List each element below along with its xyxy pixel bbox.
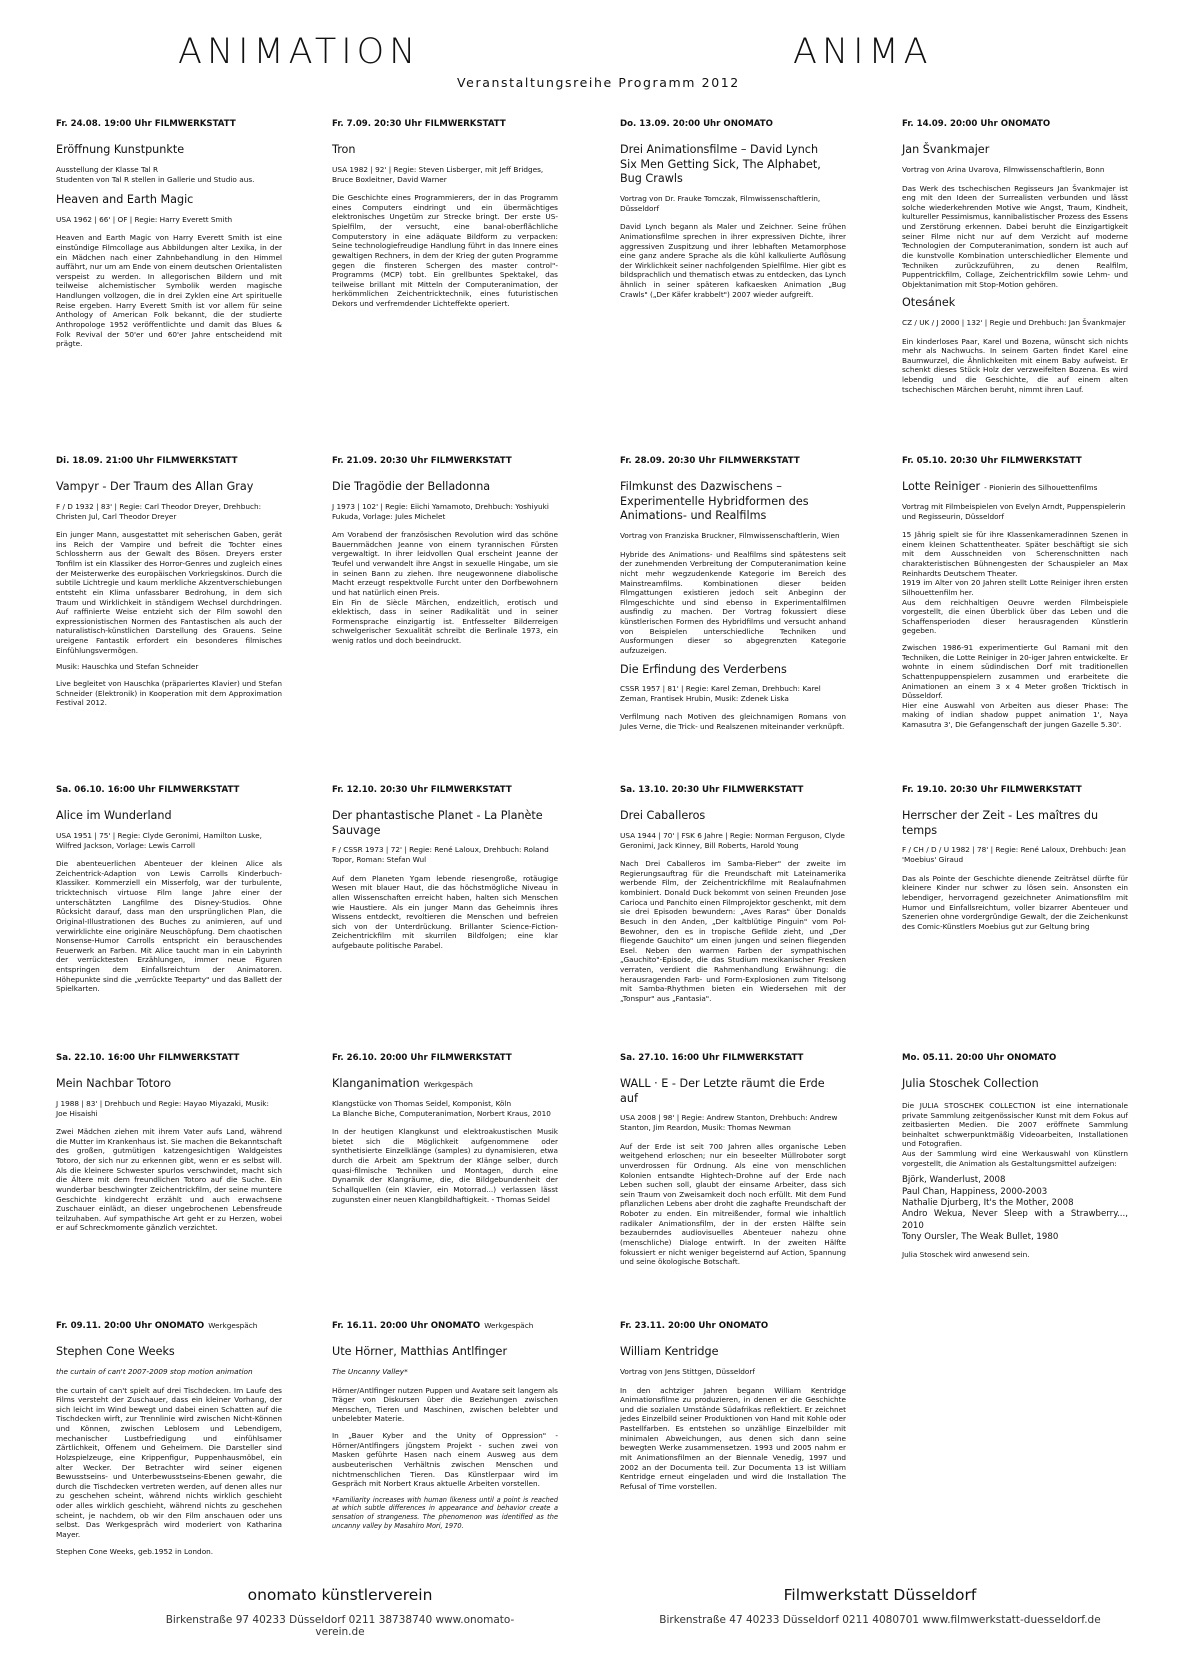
event-date: Fr. 26.10. 20:00 Uhr FILMWERKSTATT [332, 1053, 512, 1063]
event-title-2: Die Erfindung des Verderbens [620, 662, 787, 676]
event-body: 15 Jährig spielt sie für ihre Klassenkameradinnen Szenen in einem kleinen Schattentheater. Später beschäftigt sie sich mit dem Ausschneiden von Scherenschnitten nach charakteristischen Bühnengesten der Schauspieler an Max Reinhardts Deutschem Theater. 1919 im Alter von 20 Jahren stellt Lotte Reiniger ihren ersten Silhouettenfilm her. Aus dem reichhaltigen Oeuvre werden Filmbeispiele vorgestellt, die einen Überblick über das Leben und die Schaffensperioden dieser herausragenden Künstlerin gegeben. [902, 530, 1128, 636]
header-title-left: ANIMATION [178, 32, 421, 72]
event-subtitle: The Uncanny Valley* [332, 1366, 408, 1376]
event-subtitle: F / D 1932 | 83' | Regie: Carl Theodor Dreyer, Drehbuch: Christen Jul, Carl Theodor Dreyer [56, 501, 262, 521]
event-title-2: Otesánek [902, 296, 956, 310]
event-cell [902, 456, 1128, 737]
event-date: Fr. 24.08. 19:00 Uhr FILMWERKSTATT [56, 119, 236, 129]
event-title: William Kentridge [620, 1345, 719, 1359]
event-title: Jan Švankmajer [902, 143, 990, 157]
event-date: Fr. 05.10. 20:30 Uhr FILMWERKSTATT [902, 456, 1082, 466]
event-body: the curtain of can't spielt auf drei Tischdecken. Im Laufe des Films versteht der Zuschauer, dass ein kleiner Vorhang, der sich leicht im Wind bewegt und dabei einen Schatten auf die Tischdecken wirft, zur Trennlinie wird zwischen Nicht-Können und Können, zwischen Leblosem und Lebendigem, mechanischer Lustbefriedigung und einfühlsamer Zärtlichkeit, Offenem und Geheimem. Die Darsteller sind Holzspielzeuge, eine Krippenfigur, Puppenhausmöbel, ein alter Wecker. Der Betrachter wird seiner eigenen Bewusstseins- und Unterbewusstseins-Ebenen gewahr, die durch die Tischdecken vertreten werden, auf denen alles nur zu geschehen scheint, während nichts wirklich geschieht oder alles wirklich geschieht, während nichts zu geschehen scheint, je nachdem, ob wir den Film anschauen oder uns selbst. Das Werkgespräch wird moderiert von Katharina Mayer. [56, 1385, 282, 1539]
event-body: In der heutigen Klangkunst und elektroakustischen Musik bietet sich die Möglichkeit aufgenommene oder synthetisierte Einzelklänge (samples) zu dynamisieren, etwa durch die Arbeit am Spektrum der Klänge selber, durch quasi-filmische Techniken und Montagen, durch eine Dynamik der Klangräume, die, die Bildgebundenheit der Schallquellen (ein Klavier, ein Motorrad...) verlassen lässt zugunsten einer neuen Klangbildhaftigkeit. - Thomas Seidel [332, 1127, 558, 1204]
event-title-2: Heaven and Earth Magic [56, 193, 194, 207]
event-body: Hörner/Antlfinger nutzen Puppen und Avatare seit langem als Träger von Diskursen über die Beziehungen zwischen Menschen, Tieren und Maschinen, zwischen belebter und unbelebter Materie. [332, 1385, 558, 1424]
header-title-right: ANIMA [793, 32, 933, 72]
event-subtitle: Vortrag von Jens Stittgen, Düsseldorf [620, 1366, 755, 1376]
event-body: Ein junger Mann, ausgestattet mit seherischen Gaben, gerät ins Reich der Vampire und befreit die Tochter eines Schlossherrn aus der Gewalt des Bösen. Dreyers erster Tonfilm ist ein Klassiker des Horror-Genres und zugleich eines der Meisterwerke des europäischen Vorkriegskinos. Durch die subtile Lichtregie und kaum merkliche Akzentverschiebungen entsteht ein Klima unfassbarer Bedrohung, in dem sich Traum und Wirklichkeit in ständigem Wechsel durchdringen. Auf raffinierte Weise entzieht sich der Film sowohl den expressionistischen Normen des Fantastischen als auch der naturalistisch-künstlichen Darstellung des Grauens. Seine ureigene Fantastik erfordert ein besonderes filmisches Einfühlungsvermögen. [56, 530, 282, 655]
event-subtitle: J 1973 | 102' | Regie: Eiichi Yamamoto, Drehbuch: Yoshiyuki Fukuda, Vorlage: Jules Michelet [332, 501, 549, 521]
event-title: Tron [332, 143, 356, 157]
footer-right [645, 1586, 1115, 1626]
event-date: Fr. 21.09. 20:30 Uhr FILMWERKSTATT [332, 456, 512, 466]
event-body-2: In „Bauer Kyber and the Unity of Oppression" - Hörner/Antlfingers jüngstem Projekt - suchen zwei von Masken geführte Hasen nach einem Ausweg aus dem ausbeuterischen Verhältnis zwischen Menschen und nichtmenschlichen Tieren. Das Künstlerpaar wird im Gespräch mit Norbert Kraus aktuelle Arbeiten vorstellen. [332, 1431, 558, 1489]
event-subtitle: USA 1982 | 92' | Regie: Steven Lisberger, mit Jeff Bridges, Bruce Boxleitner, David Warner [332, 164, 544, 184]
event-date: Fr. 7.09. 20:30 Uhr FILMWERKSTATT [332, 119, 506, 129]
footer-left-name: onomato künstlerverein [247, 1586, 433, 1604]
event-body: Heaven and Earth Magic von Harry Everett Smith ist eine einstündige Filmcollage aus Abbildungen alter Lexika, in der ein Mädchen nach einer Zahnbehandlung in den Himmel auffährt, nur um am Ende von einem deutschen Orientalisten verspeist zu werden. In allegorischen Bildern und mit teilweise alchemistischer Symbolik werden magische Handlungen vollzogen, die in drei Zyklen eine Art spirituelle Reise ergeben. Harry Everett Smith ist vor allem für seine Anthology of American Folk bekannt, die der studierte Anthropologe 1952 veröffentlichte und damit das Blues & Folk Revival der 50'er und 60'er Jahre entscheidend mit prägte. [56, 233, 282, 349]
event-body: Auf dem Planeten Ygam lebende riesengroße, rotäugige Wesen mit blauer Haut, die das höchstmögliche Niveau in allen Wissenschaften erreicht haben, halten sich Menschen wie Haustiere. Als ein junger Mann das Geheimnis ihres Wissens entdeckt, revoltieren die Menschen und befreien sich von der Unterdrückung. Brillanter Science-Fiction-Zeichentrickfilm mit skurrilen Bildfolgen; eine klar aufgebaute politische Parabel. [332, 873, 558, 951]
event-subtitle: Klangstücke von Thomas Seidel, Komponist, Köln La Blanche Biche, Computeranimation, Norbert Kraus, 2010 [332, 1098, 551, 1118]
event-cell [620, 785, 846, 1011]
event-body-3: Julia Stoschek wird anwesend sein. [902, 1250, 1030, 1260]
event-subtitle-2: CZ / UK / J 2000 | 132' | Regie und Drehbuch: Jan Švankmajer [902, 317, 1126, 327]
event-date: Mo. 05.11. 20:00 Uhr ONOMATO [902, 1053, 1057, 1063]
event-date: Fr. 16.11. 20:00 Uhr ONOMATO Werkgespäch [332, 1321, 534, 1331]
event-cell [620, 1321, 846, 1498]
event-cell [620, 1053, 846, 1274]
event-body: Zwei Mädchen ziehen mit ihrem Vater aufs Land, während die Mutter im Krankenhaus ist. Sie machen die Bekanntschaft des großen, gutmütigen katzengesichtigen Waldgeistes Totoro, der sich nur zu erkennen gibt, wenn er es selbst will. Als die kleinere Schwester spurlos verschwindet, macht sich die Ältere mit dem freundlichen Totoro auf die Suche. Ein wunderbar beschwingter Zeichentrickfilm, der seine muntere Geschichte kindgerecht erzählt und auch erwachsene Zuschauer einlädt, an dieser ungebrochenen Lebensfreude teilzuhaben. Auf sympathische Art geht er zu Herzen, wobei er auf Schreckmomente gänzlich verzichtet. [56, 1127, 282, 1233]
event-title: Lotte Reiniger - Pionierin des Silhouettenfilms [902, 480, 1098, 494]
event-cell [902, 785, 1128, 938]
event-subtitle: Vortrag von Arina Uvarova, Filmwissenschaftlerin, Bonn [902, 164, 1105, 174]
event-artist-list: Björk, Wanderlust, 2008 Paul Chan, Happiness, 2000-2003 Nathalie Djurberg, It's the Mother, 2008 Andro Wekua, Never Sleep with a Strawberry..., 2010 Tony Oursler, The Weak Bullet, 1980 [902, 1175, 1128, 1242]
event-date: Do. 13.09. 20:00 Uhr ONOMATO [620, 119, 773, 129]
event-cell [56, 1053, 282, 1240]
event-title: Klanganimation Werkgespäch [332, 1077, 473, 1091]
event-cell [332, 785, 558, 958]
event-date: Di. 18.09. 21:00 Uhr FILMWERKSTATT [56, 456, 238, 466]
event-subtitle: the curtain of can't 2007-2009 stop motion animation [56, 1366, 253, 1376]
event-cell [620, 119, 846, 306]
event-body: Am Vorabend der französischen Revolution wird das schöne Bauernmädchen Jeanne von einem tyrannischen Fürsten vergewaltigt. In ihrer leidvollen Qual erscheint Jeanne der Teufel und verwandelt ihre Angst in sexuelle Hingabe, um sie in seinen Bann zu ziehen. Ihre neugewonnene diabolische Macht erzeugt respektvolle Furcht unter den Dorfbewohnern und hat natürlich einen Preis. Ein Fin de Siècle Märchen, endzeitlich, erotisch und eklektisch, dass in seiner Radikalität und in seiner Formensprache einzigartig ist. Entfesselter Bilderreigen schwelgerischer Sexualität schreibt die Berlinale 1973, ein wenig ratlos und doch beeindruckt. [332, 530, 558, 646]
event-body-2: Ein kinderloses Paar, Karel und Bozena, wünscht sich nichts mehr als Nachwuchs. In seinem Garten findet Karel eine Baumwurzel, die Ähnlichkeiten mit einem Baby aufweist. Er schenkt dieses Stück Holz der verzweifelten Bozena. Es wird lebendig und die Geschichte, die auf einem alten tschechischen Märchen beruht, nimmt ihren Lauf. [902, 336, 1128, 394]
event-title: Mein Nachbar Totoro [56, 1077, 172, 1091]
event-cell [56, 1321, 282, 1563]
event-body-3: Live begleitet von Hauschka (präpariertes Klavier) und Stefan Schneider (Elektronik) in Kooperation mit dem Approximation Festival 2012. [56, 678, 282, 708]
event-body: David Lynch begann als Maler und Zeichner. Seine frühen Animationsfilme sprechen in ihrer expressiven Dichte, ihrer aggressiven Zuspitzung und ihrer lebhaften Metamorphose eine ganz andere Sprache als die kühl kalkulierte Auflösung der Wirklichkeit seiner nachfolgenden Spielfilme. Hier gibt es bildsprachlich und thematisch etwas zu entdecken, das Lynch ähnlich in seiner späteren kafkaesken Animation „Bug Crawls" („Der Käfer krabbelt") 2007 wieder aufgreift. [620, 222, 846, 299]
event-title: Vampyr - Der Traum des Allan Gray [56, 480, 254, 494]
event-subtitle: Vortrag von Dr. Frauke Tomczak, Filmwissenschaftlerin, Düsseldorf [620, 194, 821, 213]
event-subtitle: Vortrag von Franziska Bruckner, Filmwissenschaftlerin, Wien [620, 531, 840, 541]
event-cell [902, 119, 1128, 401]
footer-right-name: Filmwerkstatt Düsseldorf [783, 1586, 977, 1604]
event-date: Fr. 12.10. 20:30 Uhr FILMWERKSTATT [332, 785, 512, 795]
event-cell [902, 1053, 1128, 1267]
footer-right-address: Birkenstraße 47 40233 Düsseldorf 0211 4080701 www.filmwerkstatt-duesseldorf.de [659, 1614, 1101, 1626]
event-title: Filmkunst des Dazwischens – Experimentelle Hybridformen des Animations- und Realfilms [620, 480, 809, 523]
footer-left-address: Birkenstraße 97 40233 Düsseldorf 0211 38738740 www.onomato-verein.de [165, 1614, 515, 1638]
event-body: Auf der Erde ist seit 700 Jahren alles organische Leben weitgehend erloschen; nur ein beseelter Müllroboter sorgt unverdrossen für Ordnung. Als eine von menschlichen Kolonien entsandte Hightech-Drohne auf der Erde nach Leben suchen soll, glaubt der einsame Arbeiter, dass sich sein Traum von Zweisamkeit doch noch erfüllt. Mit dem Fund pflanzlichen Lebens aber droht die zaghafte Freundschaft der Roboter zu enden. Ein mitreißender, formal wie inhaltlich radikaler Animationsfilm, der in der ersten Hälfte sein bezauberndes audiovisuelles Abenteuer nahezu ohne (menschliche) Dialoge entwirft. In der zweiten Hälfte fokussiert er nicht weniger begeisternd auf Action, Spannung und seine ökologische Botschaft. [620, 1141, 846, 1267]
event-subtitle: Ausstellung der Klasse Tal R Studenten von Tal R stellen in Gallerie und Studio aus. [56, 164, 255, 184]
event-title: Herrscher der Zeit - Les maîtres du temps [902, 809, 1099, 837]
event-date: Fr. 09.11. 20:00 Uhr ONOMATO Werkgespäch [56, 1321, 258, 1331]
event-subtitle-2: CSSR 1957 | 81' | Regie: Karel Zeman, Drehbuch: Karel Zeman, Frantisek Hrubin, Musik: Zdenek Liska [620, 684, 821, 703]
event-date: Sa. 13.10. 20:30 Uhr FILMWERKSTATT [620, 785, 804, 795]
event-title: Ute Hörner, Matthias Antlfinger [332, 1345, 508, 1359]
event-date: Fr. 23.11. 20:00 Uhr ONOMATO [620, 1321, 769, 1331]
event-body: In den achtziger Jahren begann William Kentridge Animationsfilme zu produzieren, in denen er die Geschichte und die sozialen Umstände Südafrikas reflektiert. Er zeichnet jedes Einzelbild seiner Produktionen von Hand mit Kohle oder Pastellfarben. Es entstehen so unzählige Einzelbilder mit minimalen Abweichungen, aus denen sich dann seine bewegten Werke zusammensetzen. 1993 und 2005 nahm er mit Animationsfilmen an der Biennale Venedig, 1997 und 2002 an der Documenta teil. Zur Documenta 13 ist William Kentridge erneut eingeladen und wird die Installation The Refusal of Time vorstellen. [620, 1385, 846, 1491]
event-footnote: *Familiarity increases with human likeness until a point is reached at which subtle differences in appearance and behavior create a sensation of strangeness. The phenomenon was identified as the uncanny valley by Masahiro Mori, 1970. [332, 1495, 558, 1530]
event-subtitle-2: USA 1962 | 66' | OF | Regie: Harry Everett Smith [56, 214, 233, 224]
event-body: Das als Pointe der Geschichte dienende Zeiträtsel dürfte für kleinere Kinder nur schwer zu lösen sein. Ansonsten ein lebendiger, hervorragend gezeichneter Animationsfilm mit Humor und Einfallsreichtum, voller bizarrer Abenteuer und Szenerien ohne vordergründige Gewalt, der die Zeichenkunst des Comic-Künstlers Moebius gut zur Geltung bring [902, 873, 1128, 931]
event-title: Die Tragödie der Belladonna [332, 480, 491, 494]
event-cell [332, 1053, 558, 1211]
event-cell [332, 119, 558, 316]
event-body: Die JULIA STOSCHEK COLLECTION ist eine internationale private Sammlung zeitgenössischer Kunst mit dem Fokus auf zeitbasierten Medien. Die 2007 eröffnete Sammlung beinhaltet schwerpunktmäßig Videoarbeiten, Installationen und Fotografien. Aus der Sammlung wird eine Werkauswahl von Künstlern vorgestellt, die Animation als Gestaltungsmittel aufzeigen: [902, 1100, 1128, 1168]
event-subtitle: J 1988 | 83' | Drehbuch und Regie: Hayao Miyazaki, Musik: Joe Hisaishi [56, 1098, 269, 1118]
event-date: Fr. 28.09. 20:30 Uhr FILMWERKSTATT [620, 456, 800, 466]
event-cell [332, 1321, 558, 1538]
event-body-2: Stephen Cone Weeks, geb.1952 in London. [56, 1546, 214, 1556]
event-date: Sa. 06.10. 16:00 Uhr FILMWERKSTATT [56, 785, 240, 795]
event-subtitle: USA 1944 | 70' | FSK 6 Jahre | Regie: Norman Ferguson, Clyde Geronimi, Jack Kinney, Bill Roberts, Harold Young [620, 830, 845, 850]
event-subtitle: F / CSSR 1973 | 72' | Regie: René Laloux, Drehbuch: Roland Topor, Roman: Stefan Wul [332, 845, 549, 865]
event-date: Fr. 14.09. 20:00 Uhr ONOMATO [902, 119, 1051, 129]
event-cell [620, 456, 846, 739]
event-body: Das Werk des tschechischen Regisseurs Jan Švankmajer ist eng mit den Ideen der Surrealisten verbunden und lässt solche wiederkehrenden Motive wie Angst, Traum, Kindheit, kultureller Pessimismus, kannibalistischer Prozess des Essens und Zerstörung erkennen. Dabei beruht die Einzigartigkeit seiner Filme nicht nur auf dem Verzicht auf moderne Technologien der Computeranimation, sondern ist auch auf die kunstvolle Kombination unterschiedlicher Elemente und Techniken zurückzuführen, zu denen Realfilm, Puppentrickfilm, Collage, Zeichentrickfilm sowie Lehm- und Objektanimation mit Stop-Motion gehören. [902, 183, 1128, 289]
header-subtitle: Veranstaltungsreihe Programm 2012 [457, 75, 740, 90]
event-subtitle: USA 1951 | 75' | Regie: Clyde Geronimi, Hamilton Luske, Wilfred Jackson, Vorlage: Lewis Carroll [56, 830, 262, 850]
event-body-2: Verfilmung nach Motiven des gleichnamigen Romans von Jules Verne, die Trick- und Realszenen miteinander verknüpft. [620, 712, 846, 731]
event-title: Stephen Cone Weeks [56, 1345, 175, 1359]
event-title: Julia Stoschek Collection [902, 1077, 1039, 1091]
event-body-2: Musik: Hauschka und Stefan Schneider [56, 662, 199, 672]
event-date: Fr. 19.10. 20:30 Uhr FILMWERKSTATT [902, 785, 1082, 795]
event-cell [332, 456, 558, 653]
event-body: Hybride des Animations- und Realfilms sind spätestens seit der zunehmenden Verbreitung der Computeranimation keine nicht mehr wegzudenkende Kategorie im Bereich des Mainstreamfilms. Kombinationen dieser beiden Filmgattungen existieren jedoch seit Anbeginn der Filmgeschichte und sind ebenso in Experimentalfilmen ausfindig zu machen. Der Vortrag fokussiert diese künstlerischen Formen des Hybridfilms und versucht anhand von Beispielen unterschiedliche Techniken und Ausformungen dieser so abgegrenzten Kategorie aufzuzeigen. [620, 549, 846, 655]
event-title: Drei Caballeros [620, 809, 706, 823]
event-date: Sa. 27.10. 16:00 Uhr FILMWERKSTATT [620, 1053, 804, 1063]
event-body: Nach Drei Caballeros im Samba-Fieber" der zweite im Regierungsauftrag für die Freundschaft mit Lateinamerika werbende Film, der Zeichentrickfilme mit Realaufnahmen kombiniert. Donald Duck bekommt von seinen Freunden Jose Carioca und Panchito einen Filmprojektor geschenkt, mit dem sie drei Episoden bewundern: „Aves Raras" über Donalds Besuch in den Anden, „Der kaltblütige Pinguin" vom Pol-Bewohner, den es in tropische Gefilde zieht, und „Der fliegende Gauchito" um einen jungen und seinen fliegenden Esel. Neben den warmen Farben der sympathischen „Gauchito"-Episode, die das Studium mexikanischer Fresken verraten, verdient die Rahmenhandlung Erwähnung: die herausragenden Farb- und Form-Explosionen zum Titelsong mit Samba-Rhythmen bieten ein Wiedersehen mit der „Tonspur" aus „Fantasia". [620, 859, 846, 1003]
event-subtitle: USA 2008 | 98' | Regie: Andrew Stanton, Drehbuch: Andrew Stanton, Jim Reardon, Musik: Thomas Newman [620, 1113, 838, 1133]
event-date: Sa. 22.10. 16:00 Uhr FILMWERKSTATT [56, 1053, 240, 1063]
footer-left [160, 1586, 520, 1638]
event-subtitle: F / CH / D / U 1982 | 78' | Regie: René Laloux, Drehbuch: Jean 'Moebius' Giraud [902, 845, 1126, 865]
event-cell [56, 785, 282, 1001]
event-subtitle: Vortrag mit Filmbeispielen von Evelyn Arndt, Puppenspielerin und Regisseurin, Düsseldorf [902, 501, 1126, 521]
event-title: Eröffnung Kunstpunkte [56, 143, 185, 157]
event-cell [56, 119, 282, 356]
event-title: Der phantastische Planet - La Planète Sauvage [332, 809, 543, 837]
event-cell [56, 456, 282, 715]
event-body: Die abenteuerlichen Abenteuer der kleinen Alice als Zeichentrick-Adaption von Lewis Carrolls Kinderbuch-Klassiker. Kommerziell ein Misserfolg, war der turbulente, tricktechnisch virtuose Film lange Jahre einer der unterschätzten Langfilme des Disney-Studios. Ohne Rücksicht darauf, dass man den ursprünglichen Plan, die Original-Illustrationen des Buches zu animieren, auf und verwirklichte eine originäre Neuschöpfung. Dem chaotischen Nonsense-Humor Carrolls entspricht ein berauschendes Feuerwerk an Farben. Mit Alice taucht man in ein Labyrinth der verrücktesten Erzählungen, immer neue Figuren entspringen dem Einfallsreichtum der Animatoren. Höhepunkte sind die „verrückte Teeparty" und das Ballett der Spielkarten. [56, 859, 282, 994]
event-title: Drei Animationsfilme – David Lynch Six Men Getting Sick, The Alphabet, Bug Crawls [620, 143, 821, 186]
event-title: WALL · E - Der Letzte räumt die Erde auf [620, 1077, 825, 1105]
event-body: Die Geschichte eines Programmierers, der in das Programm eines Computers eindringt und ein übermächtiges elektronisches Ungetüm zur Strecke bringt. Der erste US-Spielfilm, der versucht, eine banal-oberflächliche Computerstory in eine adäquate Bildform zu verpacken: Seine technologiefreudige Handlung führt in das Innere eines gewaltigen Rechners, in dem der Krieg der guten Programme gegen die finsteren Schergen des master control"-Programms (MCP) tobt. Ein grellbuntes Spektakel, das teilweise brillant mit Mitteln der Computeranimation, der herkömmlichen Zeichentricktechnik, eines futuristischen Dekors und verfremdender Lichteffekte operiert. [332, 193, 558, 309]
event-title: Alice im Wunderland [56, 809, 172, 823]
event-body-2: Zwischen 1986-91 experimentierte Gul Ramani mit den Techniken, die Lotte Reiniger in 20-iger Jahren entwickelte. Er wohnte in einem südindischen Dorf mit traditionellen Schattenpuppenspielern zusammen und erarbeitete die Animationen an einem 3 x 4 Meter großen Tricktisch in Düsseldorf. Hier eine Auswahl von Arbeiten aus dieser Phase: The making of indian shadow puppet animation 1', Naya Kamasutra 3', Die Gefangenschaft der jungen Gazelle 5.30'. [902, 643, 1128, 730]
